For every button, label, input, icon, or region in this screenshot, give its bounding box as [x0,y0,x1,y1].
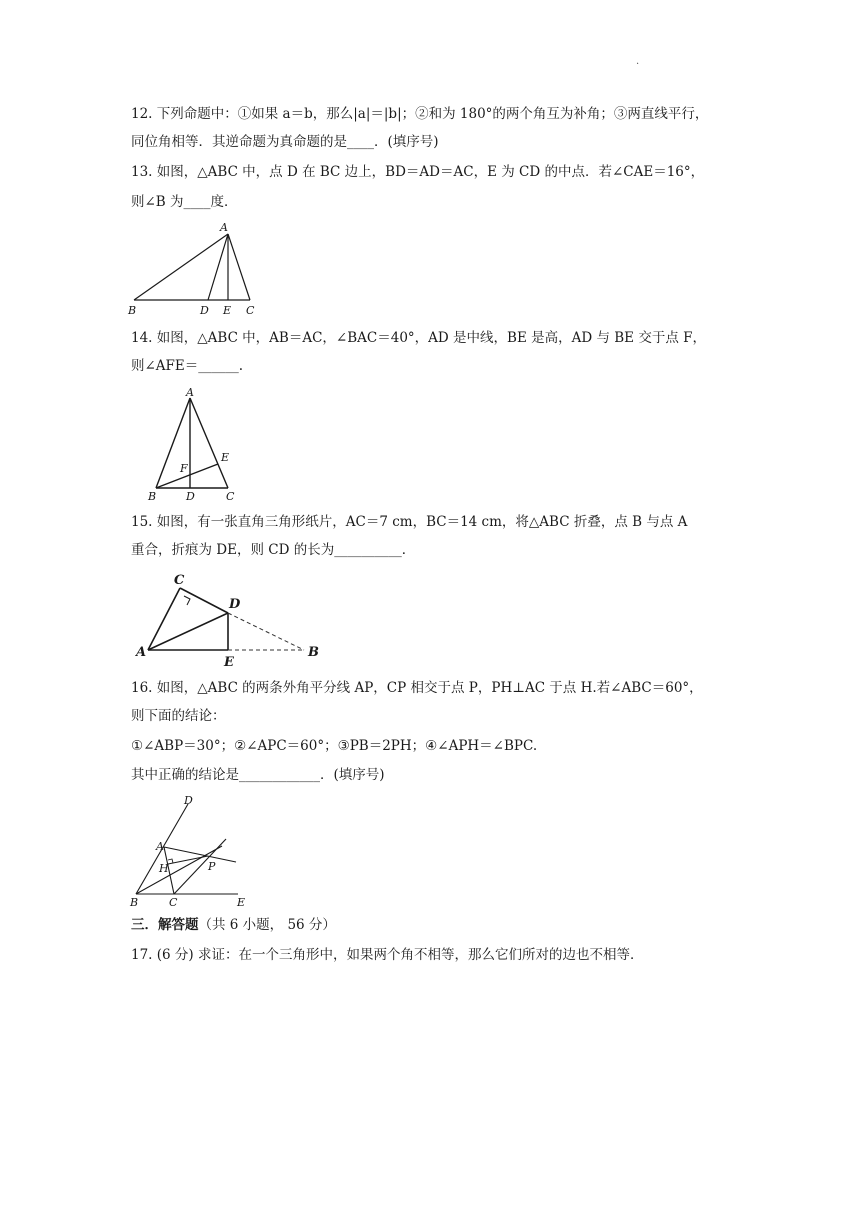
q14-label-a: A [186,386,194,399]
q14-line-1: 14. 如图，△ABC 中，AB＝AC，∠BAC＝40°，AD 是中线，BE 是高，AD 与 BE 交于点 F， [131,330,706,346]
q15-label-d: D [229,597,241,612]
q15-figure [132,568,332,672]
header-mark: . [636,56,640,67]
q14-label-e: E [221,451,230,464]
q16-label-p: P [208,860,216,873]
section-3-title: 三．解答题 [131,917,199,933]
section-3-detail: （共 6 小题， 56 分） [198,917,336,933]
q14-label-c: C [226,490,235,503]
q17-line-1: 17. (6 分) 求证：在一个三角形中，如果两个角不相等，那么它们所对的边也不相等． [131,947,644,963]
q14-label-b: B [148,490,157,503]
q13-figure [124,220,264,320]
q14-label-d: D [186,490,195,503]
q16-label-b: B [130,896,139,909]
q13-label-a: A [220,221,228,234]
q15-line-2: 重合，折痕为 DE，则 CD 的长为__________． [131,542,416,558]
section-3-heading [131,915,731,935]
q16-label-c: C [169,896,178,909]
q15-label-a: A [136,645,147,660]
q14-label-f: F [180,462,188,475]
q16-label-d: D [184,794,193,807]
q16-figure [126,794,256,910]
q16-label-h: H [159,862,169,875]
q16-line-3: ①∠ABP＝30°；②∠APC＝60°；③PB＝2PH；④∠APH＝∠BPC. [131,738,538,754]
q13-label-b: B [128,304,137,317]
q15-label-e: E [224,655,234,670]
q14-figure [144,384,244,506]
q15-line-1: 15. 如图，有一张直角三角形纸片，AC＝7 cm，BC＝14 cm，将△ABC 折叠，点 B 与点 A [131,514,688,530]
q16-line-2: 则下面的结论： [131,708,226,724]
q14-line-2: 则∠AFE＝______. [131,358,244,374]
q15-label-b: B [308,645,319,660]
q15-label-c: C [174,573,185,588]
q13-label-c: C [246,304,255,317]
q16-label-e: E [237,896,246,909]
q16-line-1: 16. 如图，△ABC 的两条外角平分线 AP，CP 相交于点 P，PH⊥AC 于点 H.若∠ABC＝60°， [131,680,703,696]
q16-label-a: A [156,840,164,853]
q13-line-2: 则∠B 为____度． [131,194,238,210]
q12-line-2: 同位角相等．其逆命题为真命题的是____．(填序号) [131,134,439,150]
q12-line-1: 12. 下列命题中：①如果 a＝b，那么|a|＝|b|；②和为 180°的两个角互为补角；③两直线平行， [131,106,709,122]
q13-label-d: D [200,304,209,317]
q13-label-e: E [223,304,232,317]
q16-line-4: 其中正确的结论是____________．(填序号) [131,767,385,783]
q13-line-1: 13. 如图，△ABC 中，点 D 在 BC 边上，BD＝AD＝AC，E 为 CD 的中点．若∠CAE＝16°， [131,164,705,180]
